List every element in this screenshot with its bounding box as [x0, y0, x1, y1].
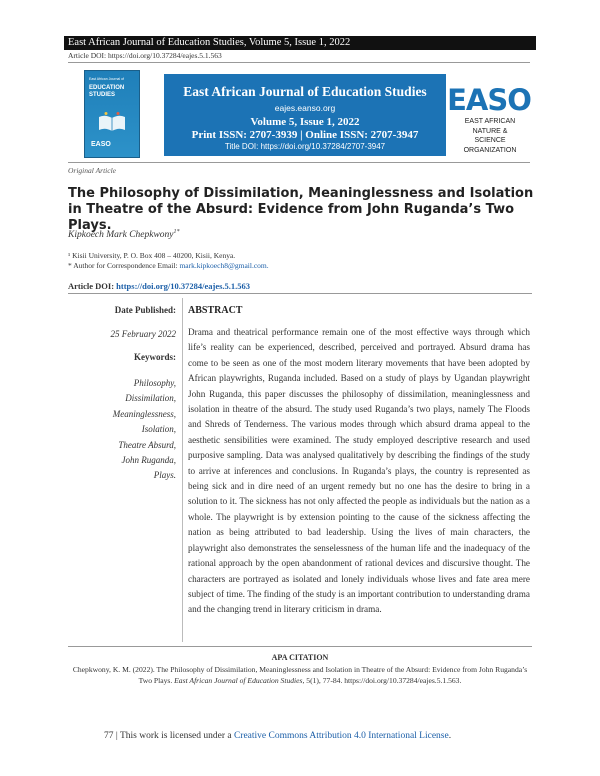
publisher-line-1: EAST AFRICAN [464, 118, 516, 125]
keywords-list [68, 376, 176, 484]
easo-logo-icon [447, 80, 531, 117]
vertical-divider [182, 298, 183, 642]
page-footer [104, 731, 451, 741]
keyword: Dissimilation, [125, 393, 176, 404]
journal-issn: Print ISSN: 2707-3939 | Online ISSN: 2707-3947 [191, 129, 419, 141]
apa-part-1: Chepkwony, K. M. (2022). The Philosophy of Dissimilation, Meaninglessness and Isolation in Theatre of the Absurd: Evidence from John Ruganda’s Two Plays. [72, 665, 528, 685]
publisher-line-2: NATURE & [472, 127, 508, 135]
sidebar [68, 305, 176, 484]
keyword: Theatre Absurd, [118, 439, 176, 450]
publisher-line-3: SCIENCE [474, 137, 506, 144]
keyword: Plays. [153, 470, 176, 481]
publisher-name [452, 117, 528, 155]
apa-citation [68, 664, 532, 686]
correspondence [68, 261, 269, 271]
article-doi-top: Article DOI: https://doi.org/10.37284/eajes.5.1.563 [68, 51, 222, 60]
cover-small-text: East African Journal of [89, 77, 125, 81]
journal-bar: East African Journal of Education Studies, Volume 5, Issue 1, 2022 [64, 36, 536, 50]
keyword: Philosophy, [133, 378, 176, 388]
license-link[interactable]: Creative Commons Attribution 4.0 International License [233, 731, 449, 741]
date-label: Date Published: [114, 305, 176, 315]
footer-end: . [448, 731, 452, 741]
divider [68, 293, 532, 294]
title-doi[interactable]: Title DOI: https://doi.org/10.37284/2707-3947 [224, 142, 386, 151]
easo-logo-text: EASO [447, 83, 531, 117]
page-number: 77 [104, 731, 114, 741]
journal-volume: Volume 5, Issue 1, 2022 [250, 116, 360, 128]
journal-url[interactable]: eajes.eanso.org [274, 103, 336, 113]
journal-title: East African Journal of Education Studies [183, 84, 427, 99]
book-icon [97, 111, 127, 133]
keywords-label: Keywords: [134, 352, 176, 362]
article-doi-label: Article DOI: [68, 281, 115, 291]
keyword: Isolation, [141, 424, 176, 435]
correspondence-label: * Author for Correspondence Email: [68, 261, 178, 270]
abstract-heading: ABSTRACT [188, 305, 243, 316]
apa-part-2: , 5(1), 77-84. https://doi.org/10.37284/eajes.5.1.563. [302, 676, 462, 685]
journal-cover [84, 70, 140, 158]
abstract-text: Drama and theatrical performance remain one of the most effective ways through which life’s reality can be experienced, described, perceived and portrayed. Absurd drama has come to be seen as one of the most modern literary movements that have been adopted by African playwrights, Ruganda included. Based on a study of plays by Ugandan playwright John Ruganda, this paper discusses the philosophy of dissimilation, meaninglessness and isolation in theatre of the absurd. The study used Ruganda’s two plays, namely The Floods and Shreds of Tenderness. The various modes through which absurd drama appeal to the aesthetic sensibilities were examined. The study employed descriptive research and used purposive sampling. Data was analysed qualitatively by describing the findings of the study to arrive at inferences and conclusions. In Ruganda’s plays, the country is represented as being sick and in dire need of an urgent remedy but no one has the desire to bring in a solution to it. The sickness has not only affected the people as individuals but the nation as a whole. The playwright is by extension pointing to the cause of the sickness affecting the nation as being attributed to bad leadership. Using the lives of main characters, the playwright also demonstrates the senselessness of the human life and the inadequacy of the rational approach by the open abandonment of rational devices and discursive thought. The characters are portrayed as isolated and lonely individuals whose lives and fate area mere subject of time. The finding of the study is an important contribution to understanding drama and the changing trend in literary criticism in drama. [188, 327, 530, 615]
correspondence-email[interactable]: mark.kipkoech8@gmail.com. [179, 261, 269, 270]
cover-big-text: EDUCATION STUDIES [89, 85, 125, 98]
date-published: 25 February 2022 [110, 329, 176, 339]
journal-info-panel [164, 74, 446, 156]
author-line [68, 229, 180, 240]
footer-text: | This work is licensed under a [113, 731, 234, 741]
keyword: John Ruganda, [121, 455, 176, 466]
article-doi [68, 281, 250, 291]
article-doi-link[interactable]: https://doi.org/10.37284/eajes.5.1.563 [116, 281, 251, 291]
apa-heading: APA CITATION [271, 653, 329, 662]
author-name: Kipkoech Mark Chepkwony [68, 230, 174, 241]
article-title: The Philosophy of Dissimilation, Meaninglessness and Isolation in Theatre of the Absurd: Evidence from John Ruganda’s Two Plays. [68, 186, 534, 233]
keyword: Meaninglessness, [112, 408, 176, 419]
publisher-line-4: ORGANIZATION [463, 146, 517, 154]
author-sup: 1* [173, 229, 180, 235]
affiliation-block [68, 251, 269, 271]
affiliation: ¹ Kisii University, P. O. Box 408 – 40200, Kisii, Kenya. [68, 251, 236, 260]
cover-logo: EASO [91, 141, 111, 148]
article-type: Original Article [68, 166, 116, 175]
divider [68, 646, 532, 647]
apa-journal: East African Journal of Education Studies [174, 676, 303, 685]
